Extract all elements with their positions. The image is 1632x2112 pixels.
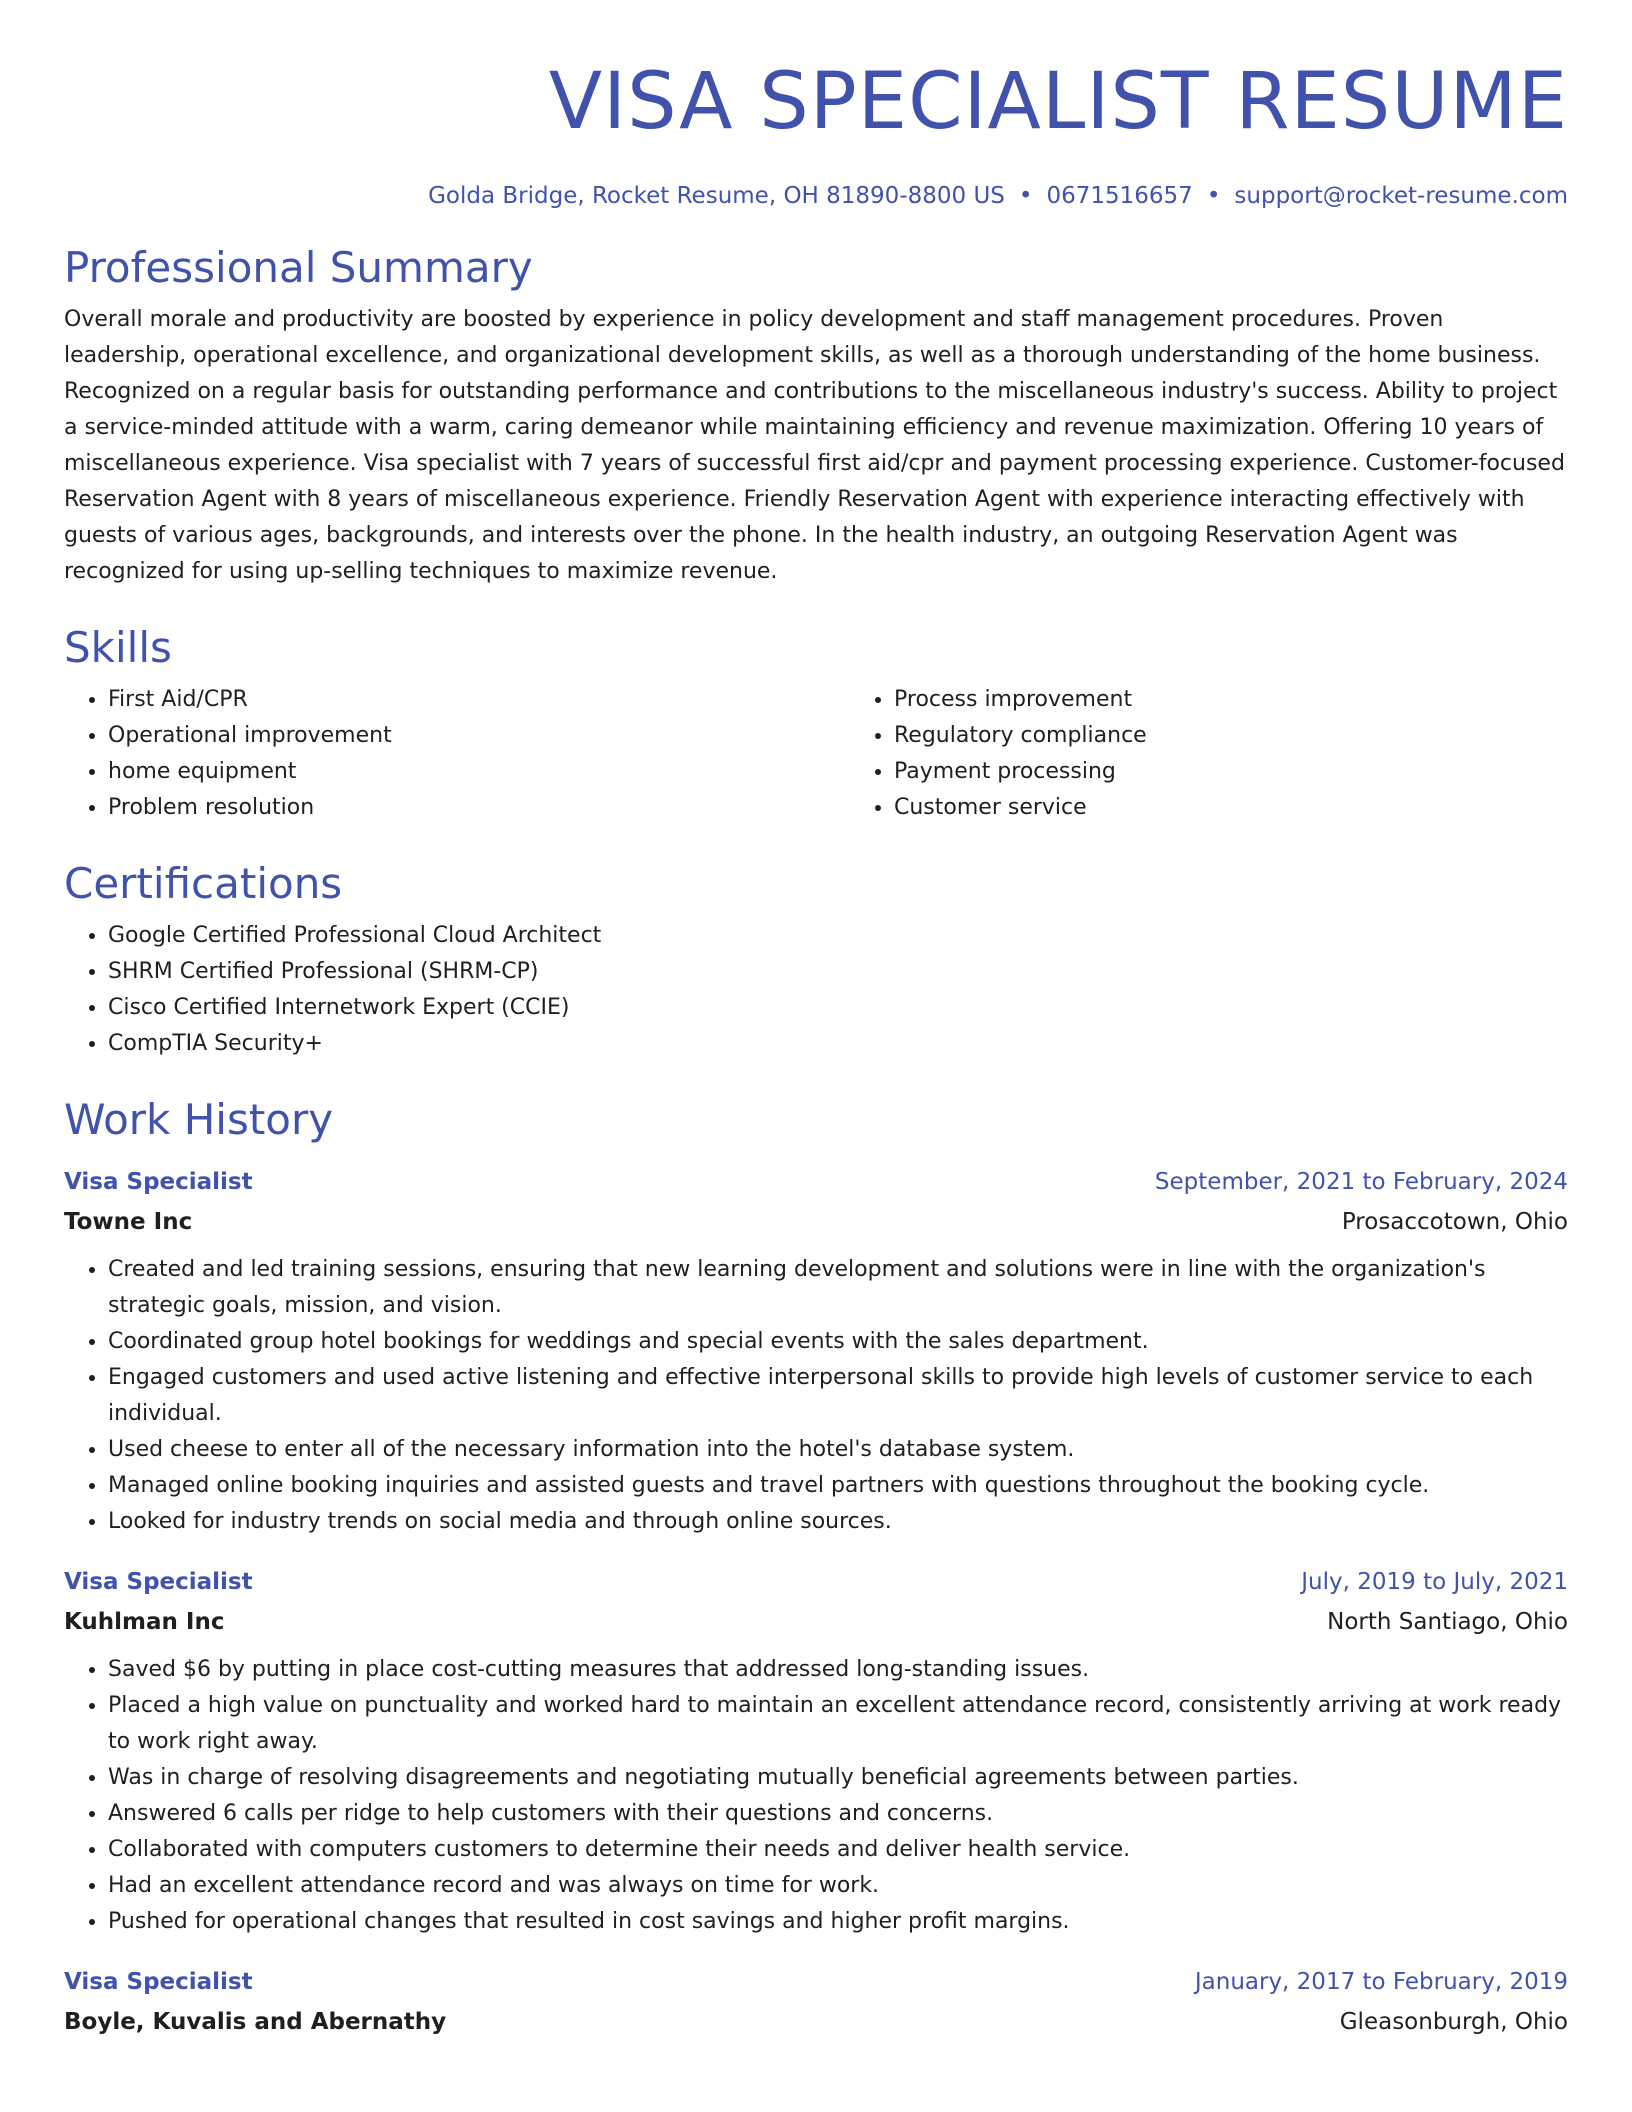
summary-heading: Professional Summary xyxy=(64,243,533,292)
job-entry xyxy=(64,1962,1568,2042)
job-company-row xyxy=(64,2002,1568,2042)
job-bullet: • Created and led training sessions, ensuring that new learning development and solutions were in line with the organization's strategic goals, mission, and vision. xyxy=(108,1252,1568,1324)
job-title: Visa Specialist xyxy=(64,1569,253,1595)
job-header-row xyxy=(64,1162,1568,1202)
job-dates: September, 2021 to February, 2024 xyxy=(1154,1169,1568,1195)
skills-section xyxy=(64,620,1568,826)
job-bullet: • Was in charge of resolving disagreements and negotiating mutually beneficial agreements between parties. xyxy=(108,1760,1568,1796)
job-bullet: • Saved $6 by putting in place cost-cutting measures that addressed long-standing issues. xyxy=(108,1652,1568,1688)
job-location: North Santiago, Ohio xyxy=(1327,1609,1568,1635)
summary-text: Overall morale and productivity are boosted by experience in policy development and staff management procedures. Proven leadership, operational excellence, and organizational development skills, as well as a thorough understanding of the home business. Recognized on a regular basis for outstanding performance and contributions to the miscellaneous industry's success. Ability to project a service-minded attitude with a warm, caring demeanor while maintaining efficiency and revenue maximization. Offering 10 years of miscellaneous experience. Visa specialist with 7 years of successful first aid/cpr and payment processing experience. Customer-focused Reservation Agent with 8 years of miscellaneous experience. Friendly Reservation Agent with experience interacting effectively with guests of various ages, backgrounds, and interests over the phone. In the health industry, an outgoing Reservation Agent was recognized for using up-selling techniques to maximize revenue. xyxy=(64,307,1565,584)
contact-email[interactable]: support@rocket-resume.com xyxy=(1234,183,1568,209)
skills-list-left xyxy=(64,682,850,826)
certifications-section xyxy=(64,856,1568,1062)
job-bullets xyxy=(64,1652,1568,1940)
skills-list-right xyxy=(850,682,1632,826)
certification-item: • SHRM Certified Professional (SHRM-CP) xyxy=(108,954,1568,990)
job-header-row xyxy=(64,1562,1568,1602)
resume-header xyxy=(64,0,1568,212)
job-entry xyxy=(64,1562,1568,1940)
job-bullets xyxy=(64,1252,1568,1540)
contact-address: Golda Bridge, Rocket Resume, OH 81890-8800 US xyxy=(428,183,1005,209)
work-history-section xyxy=(64,1092,1568,2042)
job-bullet: • Engaged customers and used active listening and effective interpersonal skills to provide high levels of customer service to each individual. xyxy=(108,1360,1568,1432)
certification-item: • Google Certified Professional Cloud Architect xyxy=(108,918,1568,954)
skills-heading: Skills xyxy=(64,623,172,672)
certifications-list xyxy=(64,918,1568,1062)
skill-item: • Payment processing xyxy=(894,754,1632,790)
job-title: Visa Specialist xyxy=(64,1969,253,1995)
skill-item: • Operational improvement xyxy=(108,718,850,754)
certifications-heading: Certifications xyxy=(64,859,343,908)
job-dates: July, 2019 to July, 2021 xyxy=(1301,1569,1568,1595)
job-bullet: • Coordinated group hotel bookings for weddings and special events with the sales department. xyxy=(108,1324,1568,1360)
job-company-row xyxy=(64,1602,1568,1642)
job-company: Kuhlman Inc xyxy=(64,1609,225,1635)
contact-separator: • xyxy=(1018,183,1033,209)
job-company: Boyle, Kuvalis and Abernathy xyxy=(64,2009,447,2035)
work-history-heading: Work History xyxy=(64,1095,334,1144)
skill-item: • Regulatory compliance xyxy=(894,718,1632,754)
job-location: Prosaccotown, Ohio xyxy=(1341,1209,1568,1235)
job-bullet: • Collaborated with computers customers to determine their needs and deliver health service. xyxy=(108,1832,1568,1868)
job-bullet: • Managed online booking inquiries and assisted guests and travel partners with questions throughout the booking cycle. xyxy=(108,1468,1568,1504)
certification-item: • CompTIA Security+ xyxy=(108,1026,1568,1062)
skill-item: • Customer service xyxy=(894,790,1632,826)
job-bullet: • Had an excellent attendance record and was always on time for work. xyxy=(108,1868,1568,1904)
summary-section xyxy=(64,240,1568,590)
contact-phone: 0671516657 xyxy=(1046,183,1193,209)
contact-separator: • xyxy=(1206,183,1221,209)
skill-item: • First Aid/CPR xyxy=(108,682,850,718)
job-bullet: • Placed a high value on punctuality and worked hard to maintain an excellent attendance record, consistently arriving at work ready to work right away. xyxy=(108,1688,1568,1760)
skills-grid xyxy=(64,682,1568,826)
job-entry xyxy=(64,1162,1568,1540)
certification-item: • Cisco Certified Internetwork Expert (CCIE) xyxy=(108,990,1568,1026)
job-location: Gleasonburgh, Ohio xyxy=(1339,2009,1568,2035)
skill-item: • Process improvement xyxy=(894,682,1632,718)
resume-title: VISA SPECIALIST RESUME xyxy=(548,57,1568,147)
job-bullet: • Used cheese to enter all of the necessary information into the hotel's database system. xyxy=(108,1432,1568,1468)
job-company-row xyxy=(64,1202,1568,1242)
job-bullet: • Pushed for operational changes that resulted in cost savings and higher profit margins. xyxy=(108,1904,1568,1940)
skill-item: • Problem resolution xyxy=(108,790,850,826)
job-dates: January, 2017 to February, 2019 xyxy=(1194,1969,1568,1995)
job-bullet: • Looked for industry trends on social media and through online sources. xyxy=(108,1504,1568,1540)
job-header-row xyxy=(64,1962,1568,2002)
skill-item: • home equipment xyxy=(108,754,850,790)
job-bullet: • Answered 6 calls per ridge to help customers with their questions and concerns. xyxy=(108,1796,1568,1832)
job-title: Visa Specialist xyxy=(64,1169,253,1195)
job-company: Towne Inc xyxy=(64,1209,193,1235)
contact-line xyxy=(64,180,1568,212)
